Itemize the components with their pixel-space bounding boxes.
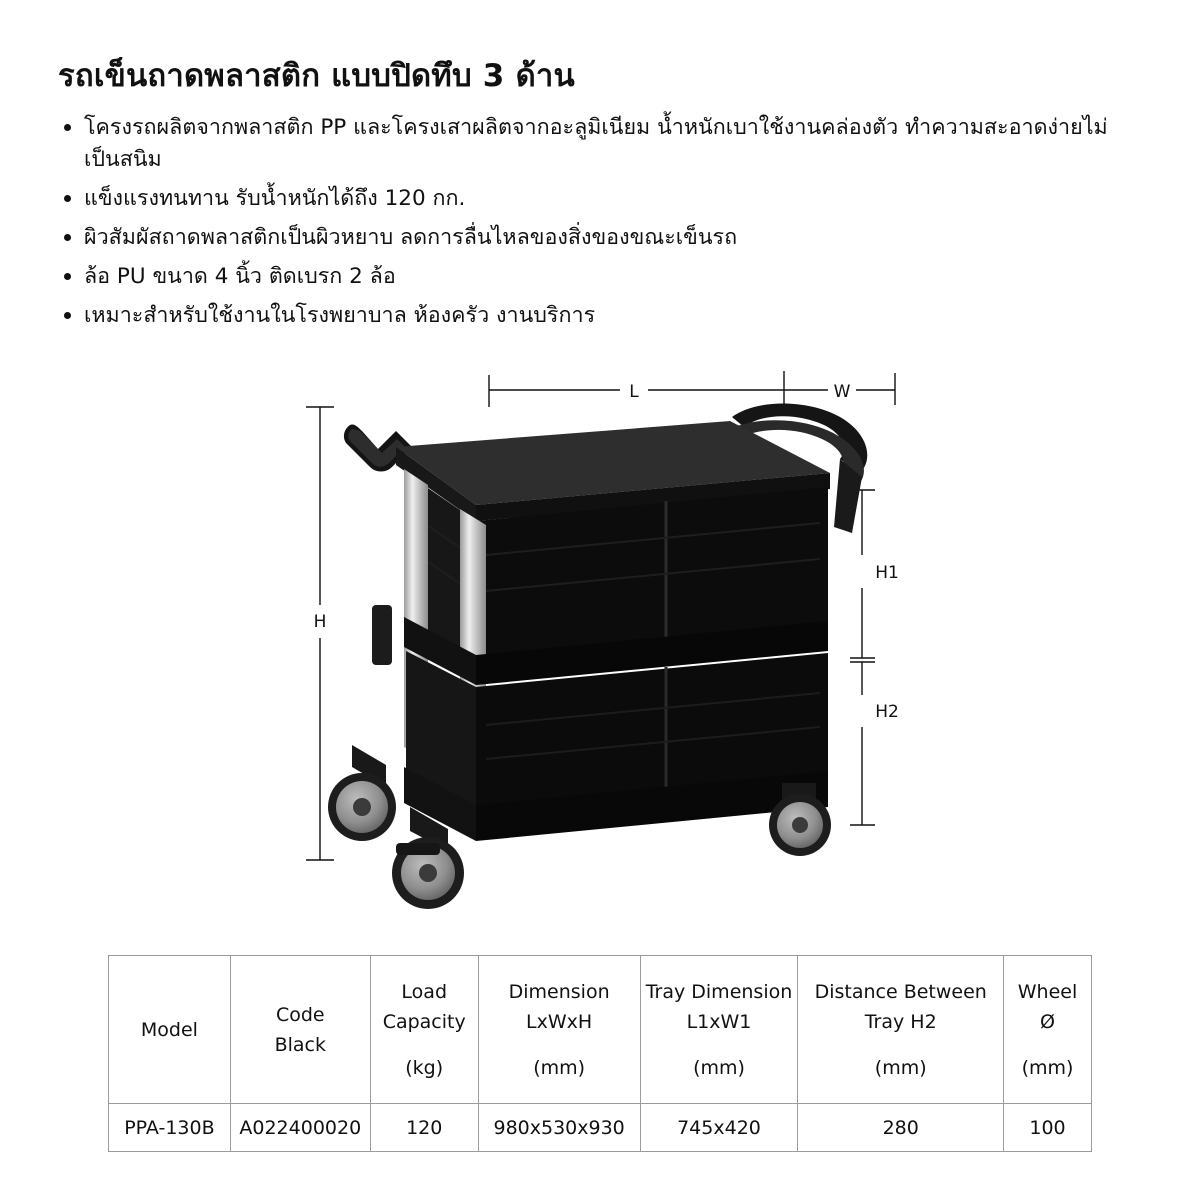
table-body — [109, 1104, 1092, 1152]
cell-distance: 280 — [798, 1104, 1004, 1152]
list-item — [58, 183, 1138, 215]
bullet-icon — [64, 312, 71, 319]
th-distance-between-tray: Distance Between Tray H2 (mm) — [798, 956, 1004, 1104]
bullet-icon — [64, 124, 71, 131]
cell-model: PPA-130B — [109, 1104, 231, 1152]
table-header — [109, 956, 1092, 1104]
th-load-capacity: Load Capacity (kg) — [370, 956, 478, 1104]
label-length: L — [629, 382, 639, 402]
table-row — [109, 1104, 1092, 1152]
feature-text: ล้อ PU ขนาด 4 นิ้ว ติดเบรก 2 ล้อ — [84, 264, 396, 289]
page-title: รถเข็นถาดพลาสติก แบบปิดทึบ 3 ด้าน — [58, 58, 575, 94]
cell-dimension: 980x530x930 — [478, 1104, 640, 1152]
th-wheel: Wheel Ø (mm) — [1004, 956, 1092, 1104]
th-dimension: Dimension LxWxH (mm) — [478, 956, 640, 1104]
label-h2: H2 — [875, 702, 899, 722]
label-height: H — [313, 612, 327, 632]
list-item — [58, 112, 1138, 176]
feature-text: ผิวสัมผัสถาดพลาสติกเป็นผิวหยาบ ลดการลื่นไหลของสิ่งของขณะเข็นรถ — [84, 225, 738, 250]
label-width: W — [833, 382, 851, 402]
th-tray-dimension: Tray Dimension L1xW1 (mm) — [640, 956, 798, 1104]
cell-code: A022400020 — [230, 1104, 370, 1152]
th-code: Code Black — [230, 956, 370, 1104]
list-item — [58, 300, 1138, 332]
th-model: Model — [109, 956, 231, 1104]
feature-text: แข็งแรงทนทาน รับน้ำหนักได้ถึง 120 กก. — [84, 186, 466, 211]
label-h1: H1 — [875, 563, 899, 583]
caster-rear-left — [328, 745, 396, 841]
list-item — [58, 222, 1138, 254]
feature-text: โครงรถผลิตจากพลาสติก PP และโครงเสาผลิตจากอะลูมิเนียม น้ำหนักเบาใช้งานคล่องตัว ทำความสะอาดง่ายไม่เป็นสนิม — [84, 115, 1108, 172]
table-header-row — [109, 956, 1092, 1104]
list-item — [58, 261, 1138, 293]
feature-text: เหมาะสำหรับใช้งานในโรงพยาบาล ห้องครัว งานบริการ — [84, 303, 596, 328]
cell-wheel: 100 — [1004, 1104, 1092, 1152]
cart-illustration — [328, 404, 867, 910]
bullet-icon — [64, 195, 71, 202]
cell-tray-dimension: 745x420 — [640, 1104, 798, 1152]
bullet-icon — [64, 273, 71, 280]
feature-list — [58, 112, 1138, 339]
bullet-icon — [64, 234, 71, 241]
cell-load: 120 — [370, 1104, 478, 1152]
product-diagram — [300, 355, 940, 945]
specification-table — [108, 955, 1092, 1152]
